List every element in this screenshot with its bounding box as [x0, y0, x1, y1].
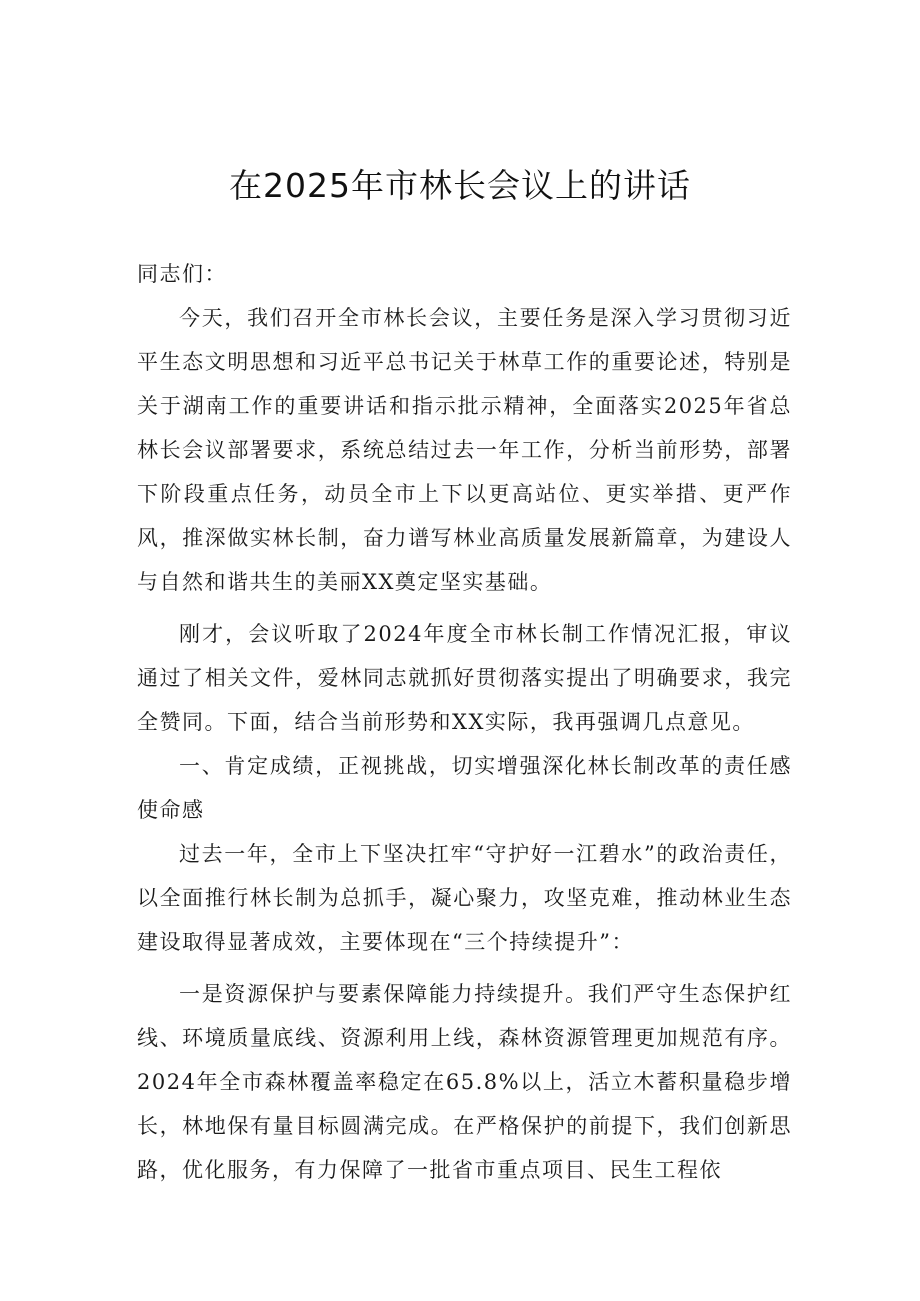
paragraph-resource-protection: 一是资源保护与要素保障能力持续提升。我们严守生态保护红线、环境质量底线、资源利用上线，森林资源管理更加规范有序。2024年全市森林覆盖率稳定在65.8%以上，活立木蓄积量稳步增长，林地保有量目标圆满完成。在严格保护的前提下，我们创新思路，优化服务，有力保障了一批省市重点项目、民生工程依 — [137, 982, 792, 1182]
salutation: 同志们： — [137, 262, 227, 286]
section-heading-1: 一、肯定成绩，正视挑战，切实增强深化林长制改革的责任感使命感 — [137, 754, 792, 822]
document-title: 在2025年市林长会议上的讲话 — [229, 166, 691, 205]
paragraph-report-review: 刚才，会议听取了2024年度全市林长制工作情况汇报，审议通过了相关文件，爱林同志就抓好贯彻落实提出了明确要求，我完全赞同。下面，结合当前形势和XX实际，我再强调几点意见。 — [137, 622, 792, 734]
paragraph-opening: 今天，我们召开全市林长会议，主要任务是深入学习贯彻习近平生态文明思想和习近平总书记关于林草工作的重要论述，特别是关于湖南工作的重要讲话和指示批示精神，全面落实2025年省总林长会议部署要求，系统总结过去一年工作，分析当前形势，部署下阶段重点任务，动员全市上下以更高站位、更实举措、更严作风，推深做实林长制，奋力谱写林业高质量发展新篇章，为建设人与自然和谐共生的美丽XX奠定坚实基础。 — [137, 306, 792, 594]
paragraph-past-year: 过去一年，全市上下坚决扛牢“守护好一江碧水”的政治责任，以全面推行林长制为总抓手，凝心聚力，攻坚克难，推动林业生态建设取得显著成效，主要体现在“三个持续提升”： — [137, 842, 792, 954]
document-body — [137, 252, 792, 1192]
